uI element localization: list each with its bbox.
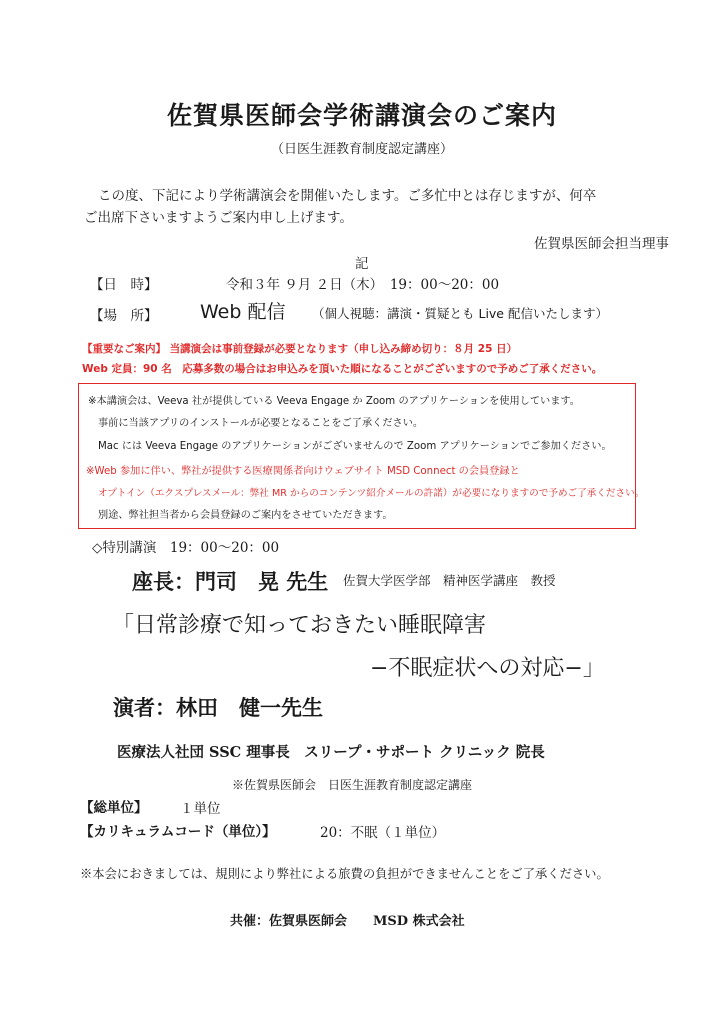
page-subtitle: （日医生涯教育制度認定講座）	[270, 142, 453, 157]
total-units-value: １単位	[180, 801, 221, 817]
chair-name: 座長：門司 晃 先生	[132, 569, 329, 594]
notice-line-5: オプトイン（エクスプレスメール：弊社 MR からのコンテンツ紹介メールの許諾）が必要になりますので予めご了承ください。	[98, 488, 645, 499]
place-note: （個人視聴：講演・質疑とも Live 配信いたします）	[312, 306, 608, 321]
curriculum-label: 【カリキュラムコード（単位）】	[80, 824, 276, 840]
notice-line-3: Mac には Veeva Engage のアプリケーションがございませんので Zoom アプリケーションでご参加ください。	[98, 441, 612, 452]
special-lecture-heading: ◇特別講演 19：00〜20：00	[92, 540, 280, 556]
speaker-affiliation: 医療法人社団 SSC 理事長 スリープ・サポート クリニック 院長	[117, 744, 545, 761]
lecture-title-line-2: −不眠症状への対応−」	[370, 656, 605, 681]
intro-line-1: この度、下記により学術講演会を開催いたします。ご多忙中とは存じますが、何卒	[98, 188, 597, 204]
date-label: 【日 時】	[90, 277, 158, 293]
curriculum-value: 20：不眠（１単位）	[320, 825, 446, 841]
page-title: 佐賀県医師会学術講演会のご案内	[166, 101, 557, 130]
ki-heading: 記	[355, 256, 369, 272]
place-label: 【場 所】	[90, 308, 158, 324]
capacity-notice: Web 定員：90 名 応募多数の場合はお申込みを頂いた順になることがございますので予めご了承ください。	[82, 363, 603, 375]
speaker-name: 演者：林田 健一先生	[113, 695, 323, 720]
date-value: 令和３年 ９月 ２日（木） 19：00〜20：00	[226, 277, 500, 293]
sender: 佐賀県医師会担当理事	[534, 236, 669, 252]
total-units-label: 【総単位】	[80, 800, 148, 816]
chair-affiliation: 佐賀大学医学部 精神医学講座 教授	[343, 573, 556, 588]
intro-line-2: ご出席下さいますようご案内申し上げます。	[84, 210, 353, 226]
lecture-title-line-1: 「日常診療で知っておきたい睡眠障害	[112, 613, 487, 638]
certification-note: ※佐賀県医師会 日医生涯教育制度認定講座	[232, 778, 473, 792]
important-notice: 【重要なご案内】 当講演会は事前登録が必要となります（申し込み締め切り：８月 25 日）	[82, 343, 518, 355]
notice-line-6: 別途、弊社担当者から会員登録のご案内をさせていただきます。	[98, 510, 393, 521]
notice-line-1: ※本講演会は、Veeva 社が提供している Veeva Engage か Zoom のアプリケーションを使用しています。	[88, 396, 580, 407]
place-value: Web 配信	[200, 301, 286, 323]
travel-expense-note: ※本会におきましては、規則により弊社による旅費の負担ができませんことをご了承ください。	[80, 867, 609, 881]
cohost-line: 共催：佐賀県医師会 MSD 株式会社	[230, 914, 465, 929]
notice-line-2: 事前に当該アプリのインストールが必要となることをご了承ください。	[98, 418, 424, 429]
notice-line-4: ※Web 参加に伴い、弊社が提供する医療関係者向けウェブサイト MSD Connect の会員登録と	[86, 466, 520, 477]
